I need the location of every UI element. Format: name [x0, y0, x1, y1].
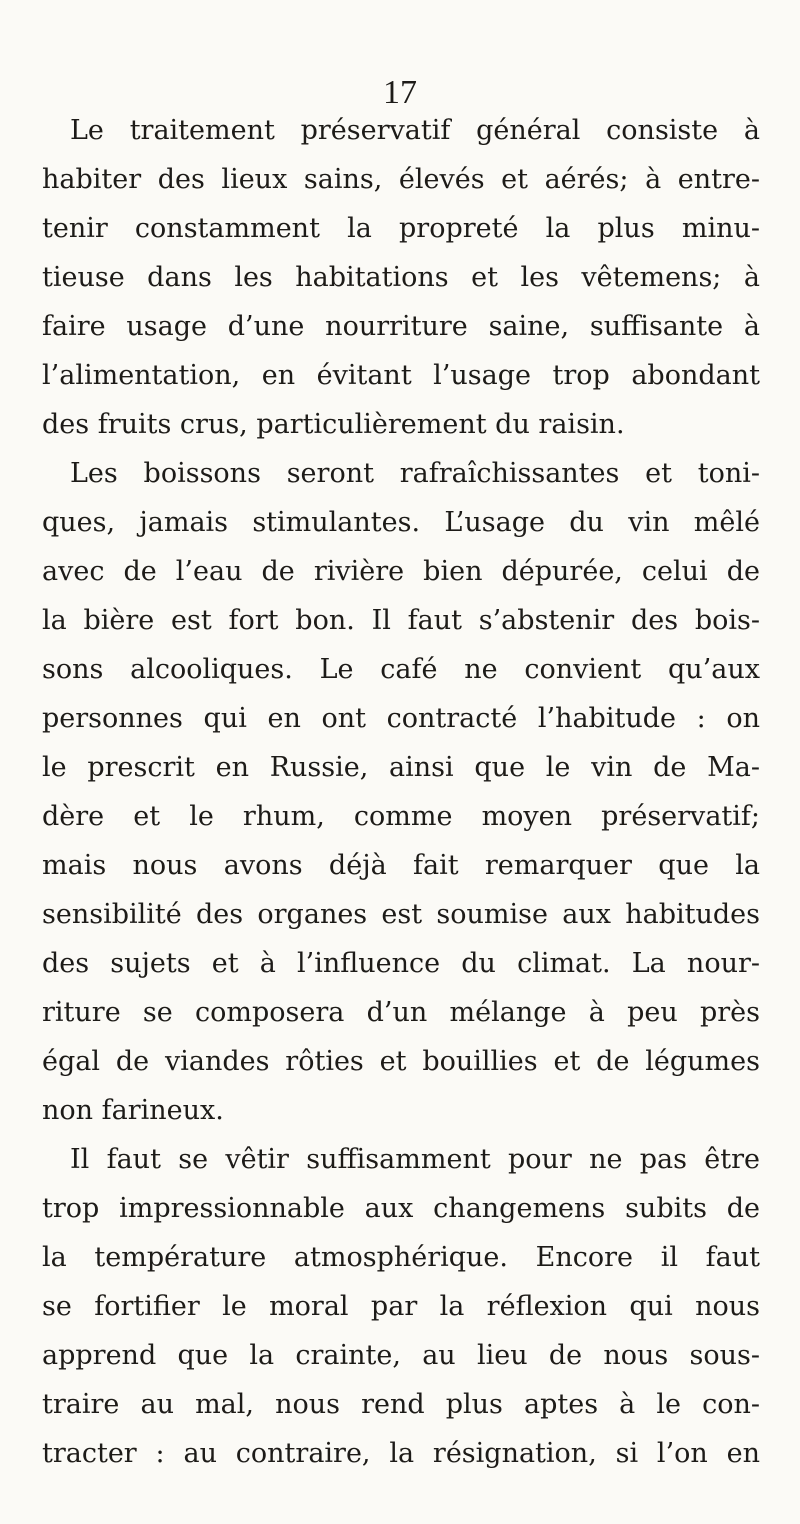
text-line: se fortifier le moral par la réflexion qui nous	[42, 1291, 760, 1322]
text-line: traire au mal, nous rend plus aptes à le con-	[42, 1389, 760, 1420]
page-number: 17	[383, 74, 417, 111]
text-line: l’alimentation, en évitant l’usage trop abondant	[42, 360, 760, 391]
text-line: le prescrit en Russie, ainsi que le vin de Ma-	[42, 752, 760, 783]
text-line: riture se composera d’un mélange à peu près	[42, 997, 760, 1028]
text-line: avec de l’eau de rivière bien dépurée, celui de	[42, 556, 760, 587]
paragraph-3	[42, 1135, 760, 1478]
text-line: tieuse dans les habitations et les vêtemens; à	[42, 262, 760, 293]
text-line: tracter : au contraire, la résignation, si l’on en	[42, 1438, 760, 1469]
paragraph-2	[42, 449, 760, 1135]
text-line: égal de viandes rôties et bouillies et de légumes	[42, 1046, 760, 1077]
text-line: mais nous avons déjà fait remarquer que la	[42, 850, 760, 881]
text-line: des sujets et à l’influence du climat. La nour-	[42, 948, 760, 979]
paragraph-1	[42, 106, 760, 449]
text-line: Les boissons seront rafraîchissantes et toni-	[70, 458, 760, 489]
text-line: Le traitement préservatif général consiste à	[70, 115, 760, 146]
text-line: sons alcooliques. Le café ne convient qu’aux	[42, 654, 760, 685]
text-line: habiter des lieux sains, élevés et aérés; à entre-	[42, 164, 760, 195]
text-line: des fruits crus, particulièrement du raisin.	[42, 409, 625, 440]
text-line: personnes qui en ont contracté l’habitude : on	[42, 703, 760, 734]
text-line: la bière est fort bon. Il faut s’abstenir des bois-	[42, 605, 760, 636]
text-line: la température atmosphérique. Encore il faut	[42, 1242, 760, 1273]
text-line: apprend que la crainte, au lieu de nous sous-	[42, 1340, 760, 1371]
body-text	[42, 106, 760, 1478]
text-line: Il faut se vêtir suffisamment pour ne pas être	[70, 1144, 760, 1175]
text-line: non farineux.	[42, 1095, 224, 1126]
text-line: faire usage d’une nourriture saine, suffisante à	[42, 311, 760, 342]
text-line: tenir constamment la propreté la plus minu-	[42, 213, 760, 244]
text-line: ques, jamais stimulantes. L’usage du vin mêlé	[42, 507, 760, 538]
text-line: sensibilité des organes est soumise aux habitudes	[42, 899, 760, 930]
text-line: trop impressionnable aux changemens subits de	[42, 1193, 760, 1224]
text-line: dère et le rhum, comme moyen préservatif;	[42, 801, 760, 832]
